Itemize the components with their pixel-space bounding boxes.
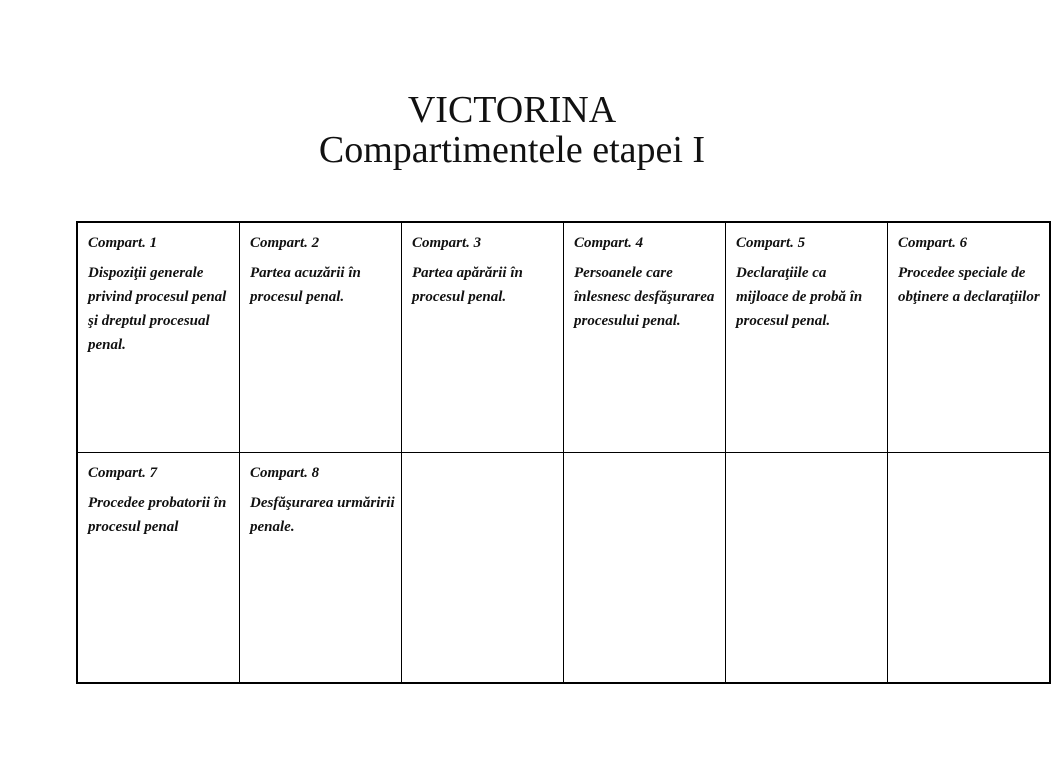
cell-heading: Compart. 3 (412, 235, 482, 251)
compartments-table (76, 221, 1051, 684)
cell-heading: Compart. 5 (736, 235, 806, 251)
cell-text: Procedee probatorii în procesul penal (88, 495, 227, 535)
cell-text: Partea acuzării în procesul penal. (250, 265, 361, 305)
table-cell-compart-5 (726, 222, 888, 453)
cell-heading: Compart. 6 (898, 235, 968, 251)
cell-text: Partea apărării în procesul penal. (412, 265, 523, 305)
cell-text: Dispoziţii generale privind procesul penal şi dreptul procesual penal. (88, 265, 227, 353)
title-line-victorina: VICTORINA (407, 89, 617, 131)
table-cell-compart-1 (77, 222, 240, 453)
table-cell-compart-6 (888, 222, 1051, 453)
table-cell-empty (726, 453, 888, 684)
table-row (77, 222, 1050, 453)
cell-heading: Compart. 4 (574, 235, 644, 251)
title-line-subtitle: Compartimentele etapei I (318, 129, 706, 171)
table-cell-empty (402, 453, 564, 684)
table-cell-empty (888, 453, 1051, 684)
table-cell-compart-4 (564, 222, 726, 453)
cell-text: Procedee speciale de obţinere a declaraţiilor (898, 265, 1040, 305)
cell-text: Desfăşurarea urmăririi penale. (250, 495, 395, 535)
table-cell-compart-8 (240, 453, 402, 684)
table-cell-compart-7 (77, 453, 240, 684)
slide-title (0, 90, 1024, 170)
cell-text: Declaraţiile ca mijloace de probă în procesul penal. (736, 265, 863, 329)
table-cell-compart-3 (402, 222, 564, 453)
table-cell-empty (564, 453, 726, 684)
table-cell-compart-2 (240, 222, 402, 453)
cell-heading: Compart. 7 (88, 465, 158, 481)
cell-heading: Compart. 8 (250, 465, 320, 481)
table-row (77, 453, 1050, 684)
cell-text: Persoanele care înlesnesc desfăşurarea procesului penal. (574, 265, 715, 329)
cell-heading: Compart. 2 (250, 235, 320, 251)
cell-heading: Compart. 1 (88, 235, 158, 251)
